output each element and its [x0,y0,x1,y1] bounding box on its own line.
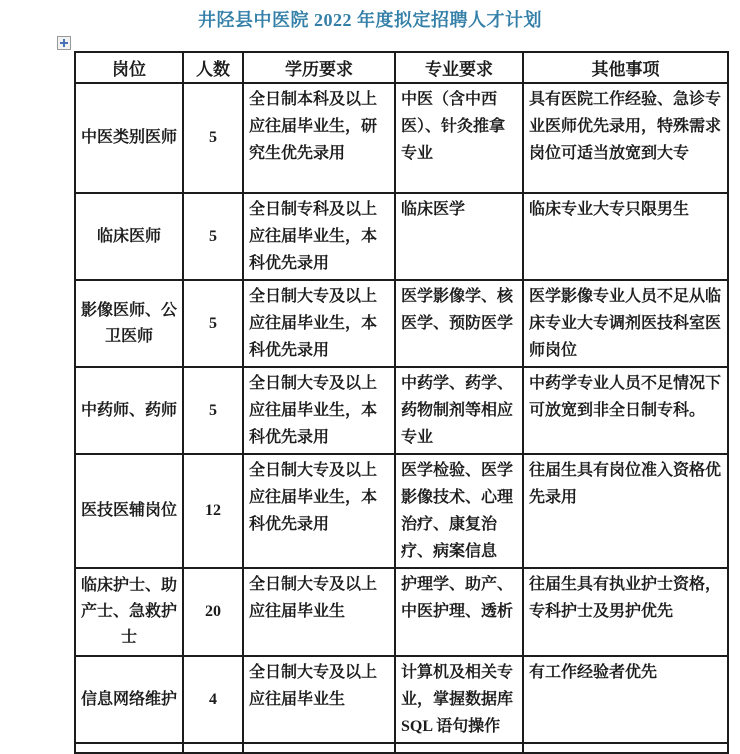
recruitment-table [74,51,729,754]
col-header-position: 岗位 [75,52,183,83]
table-row [75,280,728,367]
cell-education: 全日制大专及以上应往届毕业生 [243,568,395,656]
cell-major: 医学影像学、核医学、预防医学 [395,280,523,367]
page-title: 井陉县中医院 2022 年度拟定招聘人才计划 [198,10,542,30]
col-header-other: 其他事项 [523,52,728,83]
cell-major: 护理学、助产、中医护理、透析 [395,568,523,656]
cell-education: 全日制大专及以上应往届毕业生，本科优先录用 [243,280,395,367]
cell-other [523,743,728,753]
cell-count: 5 [183,83,243,193]
header-row [75,52,728,83]
cell-education: 全日制专科及以上应往届毕业生，本科优先录用 [243,193,395,280]
cell-count: 20 [183,568,243,656]
cell-other: 医学影像专业人员不足从临床专业大专调剂医技科室医师岗位 [523,280,728,367]
table-row [75,656,728,743]
cell-education: 全日制本科及以上应往届毕业生，研究生优先录用 [243,83,395,193]
cell-position [75,743,183,753]
cell-major: 中药学、药学、药物制剂等相应专业 [395,367,523,454]
cell-education [243,743,395,753]
move-cross-icon [58,37,70,49]
cell-education: 全日制大专及以上应往届毕业生，本科优先录用 [243,367,395,454]
cell-major: 计算机及相关专业，掌握数据库 SQL 语句操作 [395,656,523,743]
recruitment-table-container [74,51,729,754]
cell-other: 有工作经验者优先 [523,656,728,743]
table-move-handle[interactable] [57,36,71,50]
cell-position: 临床医师 [75,193,183,280]
table-row-partial [75,743,728,753]
cell-major: 临床医学 [395,193,523,280]
col-header-major: 专业要求 [395,52,523,83]
cell-count: 12 [183,454,243,568]
cell-position: 医技医辅岗位 [75,454,183,568]
cell-other: 往届生具有执业护士资格，专科护士及男护优先 [523,568,728,656]
cell-other: 中药学专业人员不足情况下可放宽到非全日制专科。 [523,367,728,454]
cell-education: 全日制大专及以上应往届毕业生 [243,656,395,743]
cell-count: 4 [183,656,243,743]
cell-other: 具有医院工作经验、急诊专业医师优先录用，特殊需求岗位可适当放宽到大专 [523,83,728,193]
table-row [75,193,728,280]
cell-major: 中医（含中西医）、针灸推拿专业 [395,83,523,193]
table-row [75,568,728,656]
cell-position: 中医类别医师 [75,83,183,193]
cell-position: 临床护士、助产士、急救护士 [75,568,183,656]
cell-position: 影像医师、公卫医师 [75,280,183,367]
table-row [75,83,728,193]
cell-count [183,743,243,753]
cell-count: 5 [183,280,243,367]
cell-position: 中药师、药师 [75,367,183,454]
cell-other: 往届生具有岗位准入资格优先录用 [523,454,728,568]
table-row [75,367,728,454]
table-row [75,454,728,568]
cell-major: 医学检验、医学影像技术、心理治疗、康复治疗、病案信息 [395,454,523,568]
col-header-count: 人数 [183,52,243,83]
cell-position: 信息网络维护 [75,656,183,743]
cell-other: 临床专业大专只限男生 [523,193,728,280]
cell-education: 全日制大专及以上应往届毕业生，本科优先录用 [243,454,395,568]
col-header-education: 学历要求 [243,52,395,83]
cell-count: 5 [183,193,243,280]
cell-major [395,743,523,753]
cell-count: 5 [183,367,243,454]
